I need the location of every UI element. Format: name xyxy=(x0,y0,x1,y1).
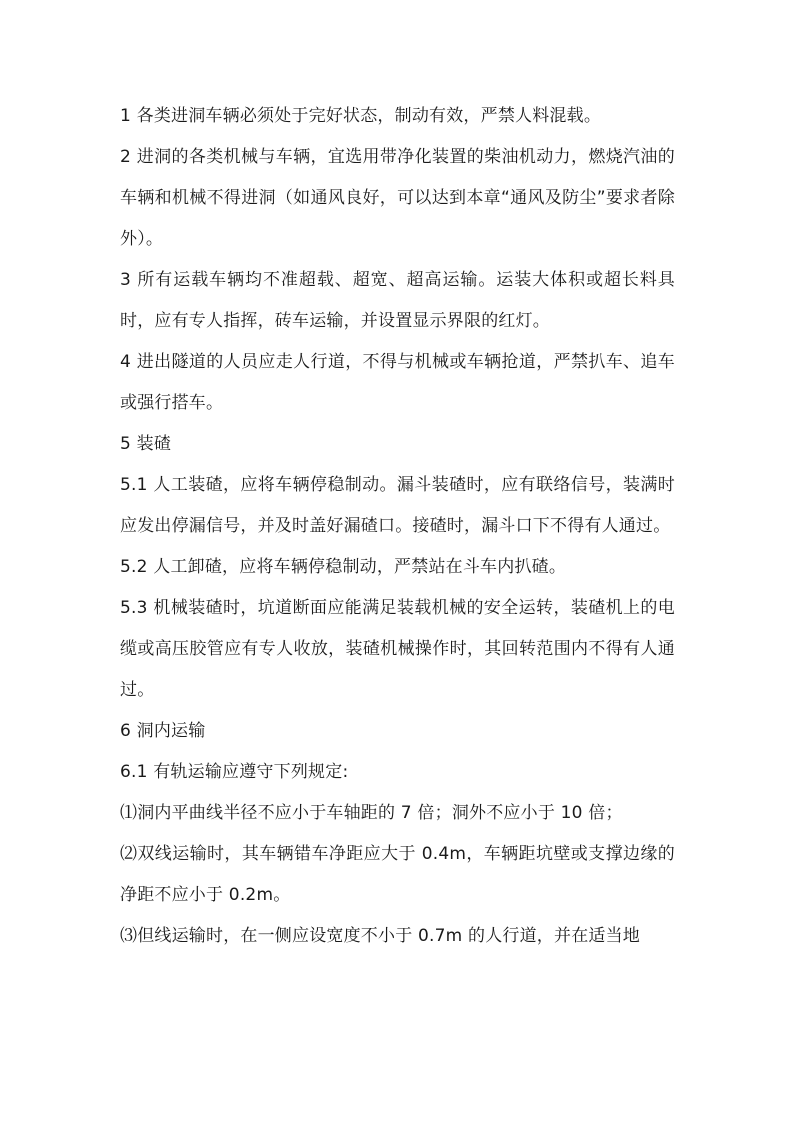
list-item-2: ⑵双线运输时，其车辆错车净距应大于 0.4m，车辆距坑壁或支撑边缘的净距不应小于 0.2m。 xyxy=(120,844,675,905)
list-item-3: ⑶但线运输时，在一侧应设宽度不小于 0.7m 的人行道，并在适当地 xyxy=(120,926,641,946)
document-body xyxy=(120,96,675,957)
paragraph-1: 1 各类进洞车辆必须处于完好状态，制动有效，严禁人料混载。 xyxy=(120,106,602,126)
paragraph-2: 2 进洞的各类机械与车辆，宜选用带净化装置的柴油机动力，燃烧汽油的车辆和机械不得进洞（如通风良好，可以达到本章“通风及防尘”要求者除外）。 xyxy=(120,147,675,249)
paragraph-5-1: 5.1 人工装碴，应将车辆停稳制动。漏斗装碴时，应有联络信号，装满时应发出停漏信号，并及时盖好漏碴口。接碴时，漏斗口下不得有人通过。 xyxy=(120,475,675,536)
paragraph-3: 3 所有运载车辆均不准超载、超宽、超高运输。运装大体积或超长料具时，应有专人指挥，砖车运输，并设置显示界限的红灯。 xyxy=(120,270,675,331)
paragraph-5-3: 5.3 机械装碴时，坑道断面应能满足装载机械的安全运转，装碴机上的电缆或高压胶管应有专人收放，装碴机械操作时，其回转范围内不得有人通过。 xyxy=(120,598,675,700)
section-heading-6: 6 洞内运输 xyxy=(120,721,206,741)
paragraph-5-2: 5.2 人工卸碴，应将车辆停稳制动，严禁站在斗车内扒碴。 xyxy=(120,557,567,577)
list-item-1: ⑴洞内平曲线半径不应小于车轴距的 7 倍；洞外不应小于 10 倍； xyxy=(120,803,623,823)
paragraph-6-1: 6.1 有轨运输应遵守下列规定: xyxy=(120,762,349,782)
section-heading-5: 5 装碴 xyxy=(120,434,172,454)
paragraph-4: 4 进出隧道的人员应走人行道，不得与机械或车辆抢道，严禁扒车、追车或强行搭车。 xyxy=(120,352,675,413)
